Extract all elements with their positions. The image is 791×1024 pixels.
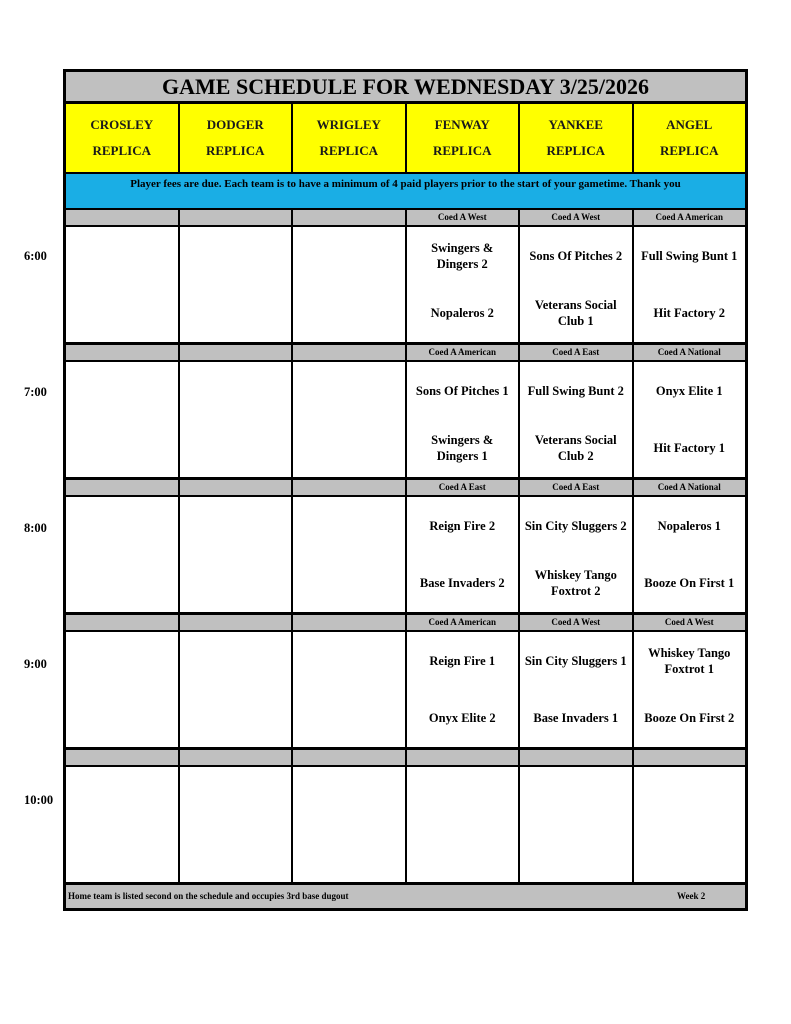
time-slot-row [66,632,745,750]
division-label [180,345,294,360]
field-type: REPLICA [546,143,605,158]
division-label: Coed A East [520,345,634,360]
game-cell [180,362,294,477]
team-name [180,497,292,555]
game-cell [634,632,746,747]
team-name [66,497,178,555]
division-label [66,345,180,360]
team-name: Whiskey Tango Foxtrot 1 [648,645,731,676]
team-name [293,497,405,555]
field-type: REPLICA [319,143,378,158]
field-name: FENWAY [434,117,490,132]
team-name [634,825,746,883]
team-name [66,420,178,478]
team-name: Base Invaders 1 [533,711,619,726]
footer-bar [66,885,745,908]
division-label [180,615,294,630]
team-name: Whiskey Tango Foxtrot 2 [534,568,617,599]
division-label [407,750,521,765]
division-label [180,750,294,765]
team-name: Full Swing Bunt 2 [527,383,624,398]
game-cell [407,497,521,612]
division-row [66,615,745,632]
team-name [634,767,746,825]
division-row [66,345,745,362]
team-name: Hit Factory 1 [653,441,725,456]
division-label: Coed A West [407,210,521,225]
field-header-fenway [407,104,521,172]
field-header-dodger [180,104,294,172]
time-label-10: 10:00 [24,793,54,807]
field-header-row [66,104,745,174]
time-label-7: 7:00 [24,385,47,399]
division-label: Coed A National [657,482,721,492]
division-label [293,345,407,360]
division-label [66,615,180,630]
team-name: Booze On First 1 [644,576,735,591]
game-cell [180,227,294,342]
field-name: DODGER [206,117,264,132]
team-name [66,227,178,285]
team-name [180,420,292,478]
game-cell [520,497,634,612]
team-name: Reign Fire 2 [429,518,496,533]
division-label [180,480,294,495]
game-cell [293,362,407,477]
field-header-angel [634,104,746,172]
field-type: REPLICA [432,143,492,158]
game-cell [293,767,407,882]
time-label-8: 8:00 [24,521,47,535]
division-label [66,210,180,225]
week-label: Week 2 [677,891,706,901]
team-name [407,825,519,883]
division-label [66,480,180,495]
team-name [66,285,178,343]
team-name [293,362,405,420]
schedule-sheet [63,69,748,911]
team-name [66,632,178,690]
team-name: Sin City Sluggers 2 [524,518,627,533]
team-name [293,767,405,825]
time-label-6: 6:00 [24,249,47,263]
team-name [180,362,292,420]
game-cell [293,497,407,612]
team-name: Swingers & Dingers 2 [431,240,494,271]
game-cell [407,632,521,747]
team-name: Onyx Elite 1 [655,383,723,398]
team-name [180,767,292,825]
division-label: Coed A National [657,347,721,357]
division-label [293,615,407,630]
team-name: Hit Factory 2 [653,306,725,321]
page-title: GAME SCHEDULE FOR WEDNESDAY 3/25/2026 [66,72,745,104]
team-name [66,690,178,748]
time-slot-row [66,767,745,885]
field-name: ANGEL [666,117,713,132]
team-name [293,555,405,613]
game-cell [180,497,294,612]
team-name [66,767,178,825]
division-label [180,210,294,225]
home-team-note: Home team is listed second on the schedule and occupies 3rd base dugout [68,891,349,901]
division-label: Coed A American [407,615,521,630]
game-cell [66,497,180,612]
division-row [66,750,745,767]
team-name [520,825,632,883]
field-type: REPLICA [92,143,151,158]
game-cell [634,497,746,612]
team-name: Full Swing Bunt 1 [641,248,738,263]
team-name: Sin City Sluggers 1 [524,653,627,668]
division-row [66,480,745,497]
team-name [293,285,405,343]
time-slot-row [66,497,745,615]
team-name [180,825,292,883]
time-slot-row [66,227,745,345]
game-cell [634,362,746,477]
team-name: Nopaleros 1 [657,518,721,533]
division-label: Coed A American [655,212,723,222]
team-name: Booze On First 2 [644,711,735,726]
division-label: Coed A East [520,480,634,495]
time-slot-row [66,362,745,480]
game-cell [520,632,634,747]
team-name: Sons Of Pitches 1 [415,383,509,398]
team-name [180,690,292,748]
division-label: Coed A East [407,480,521,495]
team-name [66,362,178,420]
game-cell [407,362,521,477]
division-label [293,750,407,765]
division-label [520,750,634,765]
field-header-wrigley [293,104,407,172]
team-name: Veterans Social Club 2 [534,433,617,464]
game-cell [520,362,634,477]
game-cell [634,767,746,882]
division-label [66,750,180,765]
team-name [293,825,405,883]
game-cell [293,632,407,747]
game-cell [293,227,407,342]
team-name: Reign Fire 1 [429,653,496,668]
team-name [180,227,292,285]
field-name: WRIGLEY [316,117,381,132]
team-name: Nopaleros 2 [430,306,494,321]
game-cell [66,227,180,342]
game-cell [180,767,294,882]
division-label [293,210,407,225]
field-header-crosley [66,104,180,172]
field-name: YANKEE [548,117,603,132]
division-label: Coed A West [664,617,714,627]
game-cell [407,767,521,882]
team-name: Swingers & Dingers 1 [431,433,494,464]
fee-notice: Player fees are due. Each team is to have a minimum of 4 paid players prior to the start of your gametime. Thank you [66,174,745,210]
team-name [293,690,405,748]
division-label: Coed A West [520,615,634,630]
game-cell [180,632,294,747]
team-name [293,420,405,478]
team-name: Veterans Social Club 1 [534,298,617,329]
team-name [66,825,178,883]
team-name [180,285,292,343]
field-name: CROSLEY [90,117,154,132]
field-header-yankee [520,104,634,172]
team-name [407,767,519,825]
team-name: Base Invaders 2 [419,576,505,591]
division-row [66,210,745,227]
division-label [293,480,407,495]
field-type: REPLICA [659,143,719,158]
team-name [293,227,405,285]
division-label: Coed A American [407,345,521,360]
game-cell [66,632,180,747]
game-cell [520,227,634,342]
team-name [520,767,632,825]
team-name [180,555,292,613]
game-cell [407,227,521,342]
team-name [293,632,405,690]
team-name [180,632,292,690]
game-cell [634,227,746,342]
time-label-9: 9:00 [24,657,47,671]
division-label [634,750,746,765]
game-cell [66,767,180,882]
game-cell [66,362,180,477]
team-name: Onyx Elite 2 [428,711,496,726]
division-label: Coed A West [520,210,634,225]
game-cell [520,767,634,882]
team-name: Sons Of Pitches 2 [529,248,623,263]
team-name [66,555,178,613]
field-type: REPLICA [205,143,265,158]
